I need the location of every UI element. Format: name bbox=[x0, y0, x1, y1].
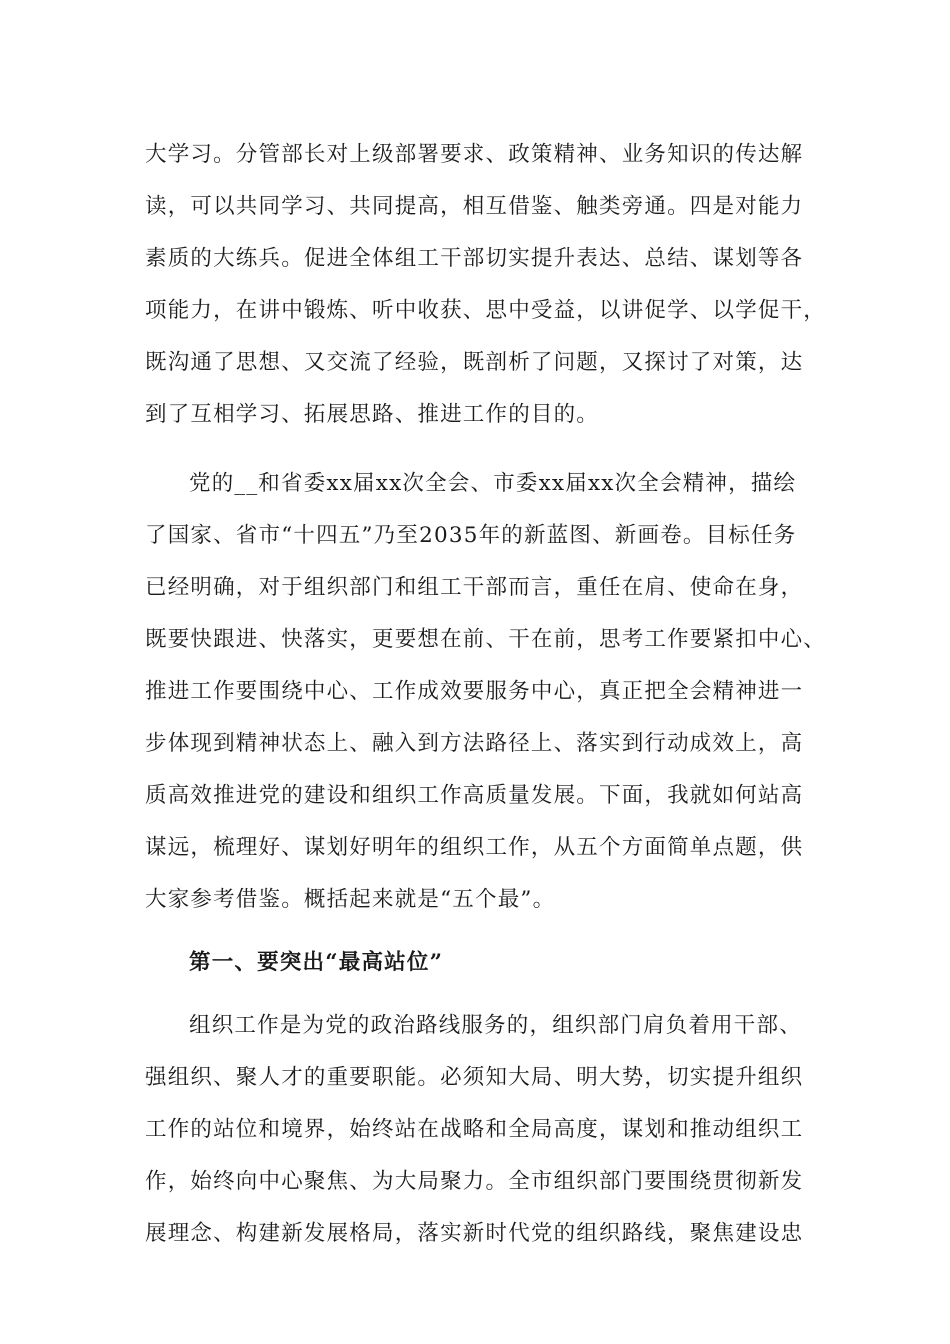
paragraph-line: 到了互相学习、拓展思路、推进工作的目的。 bbox=[145, 402, 600, 427]
paragraph-line: 素质的大练兵。促进全体组工干部切实提升表达、总结、谋划等各 bbox=[145, 246, 804, 271]
paragraph-1 bbox=[145, 133, 827, 445]
document-body bbox=[145, 133, 827, 1264]
paragraph-spacer bbox=[145, 445, 805, 462]
paragraph-line: 既沟通了思想、又交流了经验，既剖析了问题，又探讨了对策，达 bbox=[145, 350, 804, 375]
paragraph-line: 推进工作要围绕中心、工作成效要服务中心，真正把全会精神进一 bbox=[145, 679, 804, 704]
paragraph-line: 大家参考借鉴。概括起来就是“五个最”。 bbox=[145, 887, 556, 912]
paragraph-line: 项能力，在讲中锻炼、听中收获、思中受益，以讲促学、以学促干， bbox=[145, 298, 827, 323]
paragraph-line: 党的__和省委xx届xx次全会、市委xx届xx次全会精神，描绘 bbox=[189, 471, 797, 496]
paragraph-line: 谋远，梳理好、谋划好明年的组织工作，从五个方面简单点题，供 bbox=[145, 835, 804, 860]
paragraph-line: 组织工作是为党的政治路线服务的，组织部门肩负着用干部、 bbox=[189, 1013, 802, 1038]
paragraph-line: 工作的站位和境界，始终站在战略和全局高度，谋划和推动组织工 bbox=[145, 1117, 804, 1142]
paragraph-line: 读，可以共同学习、共同提高，相互借鉴、触类旁通。四是对能力 bbox=[145, 194, 804, 219]
paragraph-line: 既要快跟进、快落实，更要想在前、干在前，思考工作要紧扣中心、 bbox=[145, 627, 827, 652]
paragraph-line: 步体现到精神状态上、融入到方法路径上、落实到行动成效上，高 bbox=[145, 731, 804, 756]
paragraph-line: 作，始终向中心聚焦、为大局聚力。全市组织部门要围绕贯彻新发 bbox=[145, 1169, 804, 1194]
paragraph-3 bbox=[145, 1004, 805, 1264]
paragraph-spacer bbox=[145, 993, 805, 1004]
paragraph-line: 了国家、省市“十四五”乃至2035年的新蓝图、新画卷。目标任务 bbox=[145, 523, 797, 548]
section-heading bbox=[145, 941, 805, 993]
paragraph-spacer bbox=[145, 930, 805, 941]
paragraph-line: 质高效推进党的建设和组织工作高质量发展。下面，我就如何站高 bbox=[145, 783, 804, 808]
paragraph-line: 大学习。分管部长对上级部署要求、政策精神、业务知识的传达解 bbox=[145, 142, 804, 167]
paragraph-line: 展理念、构建新发展格局，落实新时代党的组织路线，聚焦建设忠 bbox=[145, 1221, 804, 1246]
paragraph-line: 强组织、聚人才的重要职能。必须知大局、明大势，切实提升组织 bbox=[145, 1065, 804, 1090]
paragraph-line: 已经明确，对于组织部门和组工干部而言，重任在肩、使命在身， bbox=[145, 575, 804, 600]
section-heading-text: 第一、要突出“最高站位” bbox=[189, 950, 444, 975]
paragraph-2 bbox=[145, 462, 827, 930]
